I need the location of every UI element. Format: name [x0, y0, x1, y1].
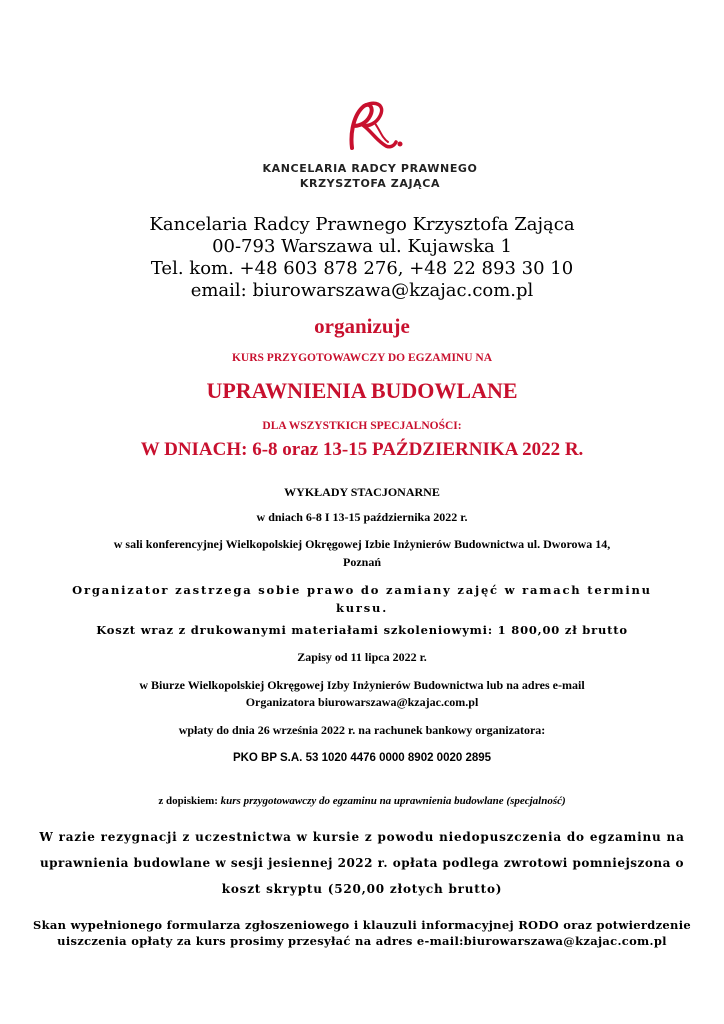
reserve-line-1: Organizator zastrzega sobie prawo do zamiany zajęć w ramach terminu — [72, 583, 652, 597]
address-phone: Tel. kom. +48 603 878 276, +48 22 893 30 10 — [150, 258, 574, 279]
course-text: KURS PRZYGOTOWAWCZY DO EGZAMINU NA — [231, 352, 493, 364]
logo-icon — [330, 96, 410, 160]
address-name: Kancelaria Radcy Prawnego Krzysztofa Zająca — [149, 214, 575, 235]
bank-account: PKO BP S.A. 53 1020 4476 0000 8902 0020 2895 — [232, 752, 492, 764]
lectures-heading: WYKŁADY STACJONARNE — [284, 485, 440, 499]
scan-line-2: uiszczenia opłaty za kurs prosimy przesyłać na adres e-mail:biurowarszawa@kzajac.com.pl — [57, 934, 667, 948]
note-prefix: z dopiskiem: — [158, 795, 218, 807]
scan-line-1: Skan wypełnionego formularza zgłoszeniowego i klauzuli informacyjnej RODO oraz potwierdzenie — [33, 918, 691, 932]
refund-line-3: koszt skryptu (520,00 złotych brutto) — [221, 882, 503, 896]
payment-text: wpłaty do dnia 26 września 2022 r. na rachunek bankowy organizatora: — [178, 723, 546, 737]
office-line-1: w Biurze Wielkopolskiej Okręgowej Izby Inżynierów Budownictwa lub na adres e-mail — [139, 678, 585, 692]
venue-line-1: w sali konferencyjnej Wielkopolskiej Okręgowej Izbie Inżynierów Budownictwa ul. Dworowa 14, — [113, 537, 611, 551]
organizes-text: organizuje — [314, 314, 410, 338]
reserve-line-2: kursu. — [335, 601, 389, 615]
cost-text: Koszt wraz z drukowanymi materiałami szkoleniowymi: 1 800,00 zł brutto — [96, 623, 628, 637]
logo-line-1: KANCELARIA RADCY PRAWNEGO — [262, 162, 478, 175]
payment-note — [0, 795, 724, 807]
refund-line-1: W razie rezygnacji z uczestnictwa w kursie z powodu niedopuszczenia do egzaminu na — [39, 830, 685, 844]
office-line-2: Organizatora biurowarszawa@kzajac.com.pl — [245, 695, 479, 709]
specialties-text: DLA WSZYSTKICH SPECJALNOŚCI: — [262, 420, 462, 432]
signup-text: Zapisy od 11 lipca 2022 r. — [297, 650, 427, 664]
note-italic: kurs przygotowawczy do egzaminu na uprawnienia budowlane (specjalność) — [220, 795, 566, 807]
course-dates: W DNIACH: 6-8 oraz 13-15 PAŹDZIERNIKA 2022 R. — [140, 439, 584, 460]
lecture-dates: w dniach 6-8 I 13-15 października 2022 r. — [256, 510, 468, 524]
address-street: 00-793 Warszawa ul. Kujawska 1 — [212, 236, 512, 257]
logo-line-2: KRZYSZTOFA ZAJĄCA — [299, 177, 441, 190]
refund-line-2: uprawnienia budowlane w sesji jesiennej 2022 r. opłata podlega zwrotowi pomniejszona o — [39, 856, 685, 870]
venue-line-2: Poznań — [342, 555, 381, 569]
course-title: UPRAWNIENIA BUDOWLANE — [206, 378, 518, 403]
address-email: email: biurowarszawa@kzajac.com.pl — [190, 280, 534, 301]
